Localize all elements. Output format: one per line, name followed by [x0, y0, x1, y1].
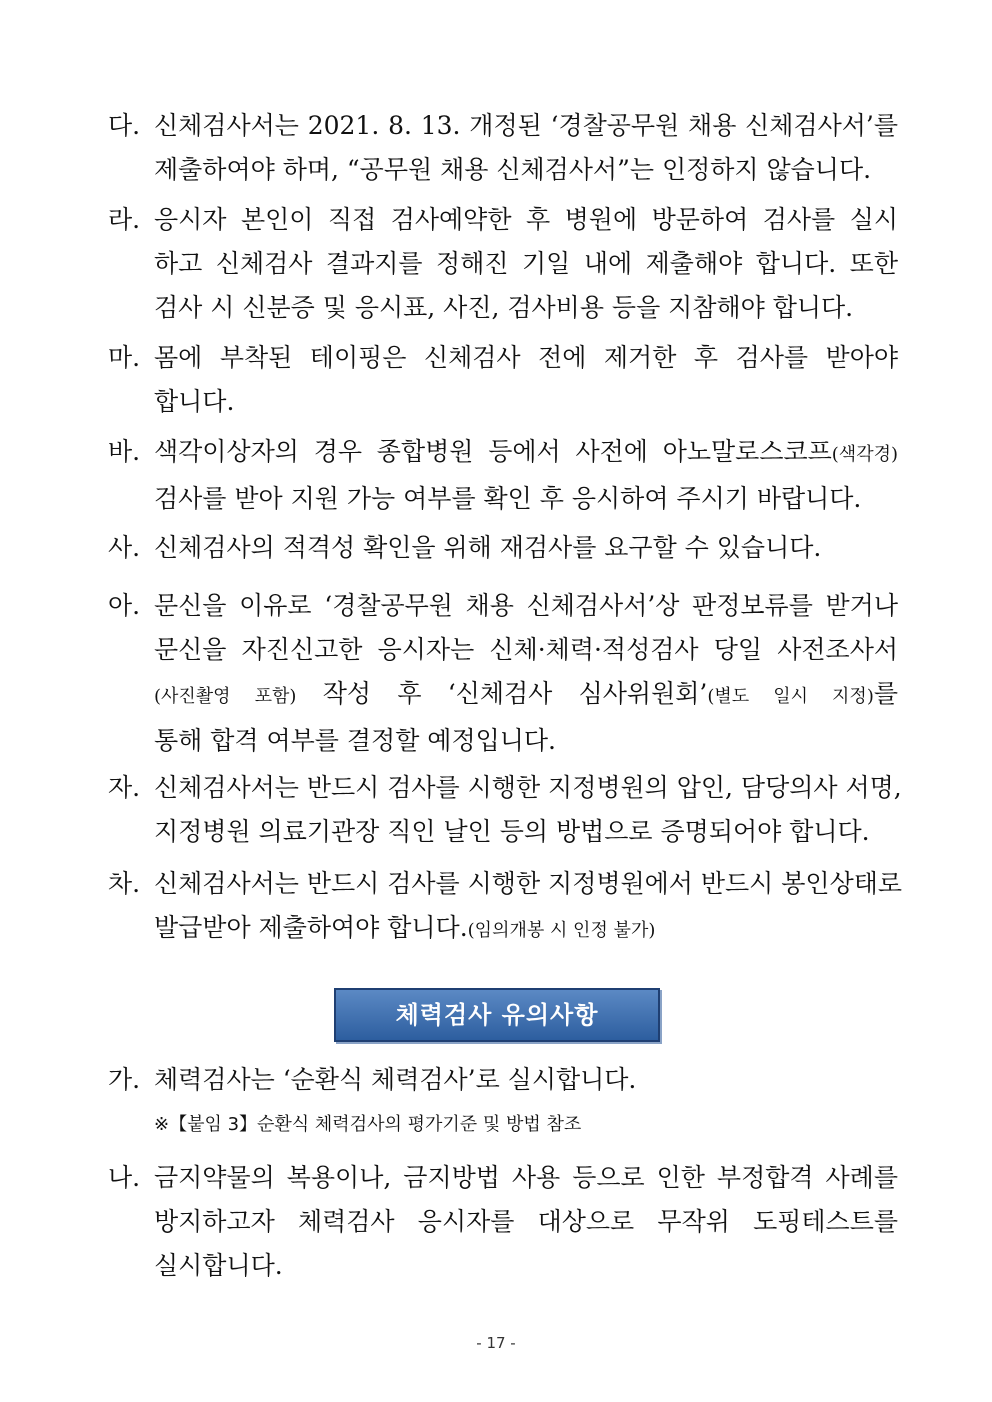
item-marker: 차. [108, 869, 141, 898]
item-marker: 다. [108, 111, 141, 140]
item-marker: 바. [108, 437, 141, 466]
item-marker: 마. [108, 343, 141, 372]
reference-note: ※【붙임 3】순환식 체력검사의 평가기준 및 방법 참조 [154, 1114, 582, 1135]
item-line-note: (사진촬영 포함) [154, 686, 297, 707]
item-line: 신체검사서는 2021. 8. 13. 개정된 ‘경찰공무원 채용 신체검사서’를 [154, 111, 898, 140]
item-line [154, 672, 898, 719]
item-marker: 자. [108, 773, 141, 802]
item-line: 금지약물의 복용이나, 금지방법 사용 등으로 인한 부정합격 사례를 [154, 1163, 898, 1192]
item-da [108, 104, 898, 192]
item-marker: 아. [108, 591, 141, 620]
item-marker: 나. [108, 1163, 141, 1192]
item-sa [108, 526, 898, 570]
item-line: 문신을 자진신고한 응시자는 신체·체력·적성검사 당일 사전조사서 [154, 635, 898, 664]
item-ja [108, 766, 902, 854]
item-cha [108, 862, 903, 953]
item-ba [108, 430, 898, 521]
item-line: 체력검사는 ‘순환식 체력검사’로 실시합니다. [154, 1065, 637, 1094]
item-ma [108, 336, 898, 424]
item-a [108, 584, 898, 763]
item-marker: 사. [108, 533, 141, 562]
item-line: 통해 합격 여부를 결정할 예정입니다. [154, 726, 556, 755]
fitness-item-na [108, 1156, 898, 1288]
item-line: 신체검사서는 반드시 검사를 시행한 지정병원에서 반드시 봉인상태로 [154, 869, 903, 898]
item-line-end: 를 [873, 679, 898, 708]
item-line: 문신을 이유로 ‘경찰공무원 채용 신체검사서’상 판정보류를 받거나 [154, 591, 898, 620]
item-line: 제출하여야 하며, “공무원 채용 신체검사서”는 인정하지 않습니다. [154, 155, 872, 184]
item-line: 지정병원 의료기관장 직인 날인 등의 방법으로 증명되어야 합니다. [154, 817, 870, 846]
fitness-item-ga [108, 1058, 898, 1102]
item-line: 하고 신체검사 결과지를 정해진 기일 내에 제출해야 합니다. 또한 [154, 249, 898, 278]
item-line: 실시합니다. [154, 1251, 283, 1280]
item-line: 검사를 받아 지원 가능 여부를 확인 후 응시하여 주시기 바랍니다. [154, 484, 862, 513]
item-ra [108, 198, 898, 330]
section-title-banner: 체력검사 유의사항 [334, 988, 660, 1042]
item-line: 합니다. [154, 387, 235, 416]
item-line: 몸에 부착된 테이핑은 신체검사 전에 제거한 후 검사를 받아야 [154, 343, 898, 372]
item-marker: 라. [108, 205, 141, 234]
item-line-note: (임의개봉 시 인정 불가) [467, 920, 656, 941]
item-line-main: 발급받아 제출하여야 합니다. [154, 913, 468, 942]
item-line: 신체검사서는 반드시 검사를 시행한 지정병원의 압인, 담당의사 서명, [154, 773, 902, 802]
item-line-main: 색각이상자의 경우 종합병원 등에서 사전에 아노말로스코프 [154, 437, 832, 466]
item-line: 응시자 본인이 직접 검사예약한 후 병원에 방문하여 검사를 실시 [154, 205, 898, 234]
page-number: - 17 - [476, 1334, 516, 1352]
item-line-main: 작성 후 ‘신체검사 심사위원회’ [296, 679, 708, 708]
item-line-note: (별도 일시 지정) [707, 686, 874, 707]
item-line: 방지하고자 체력검사 응시자를 대상으로 무작위 도핑테스트를 [154, 1207, 898, 1236]
item-marker: 가. [108, 1065, 141, 1094]
item-line: 검사 시 신분증 및 응시표, 사진, 검사비용 등을 지참해야 합니다. [154, 293, 854, 322]
item-line [154, 906, 898, 953]
item-line: 신체검사의 적격성 확인을 위해 재검사를 요구할 수 있습니다. [154, 533, 822, 562]
item-line [154, 430, 898, 477]
item-line-note: (색각경) [831, 444, 898, 465]
